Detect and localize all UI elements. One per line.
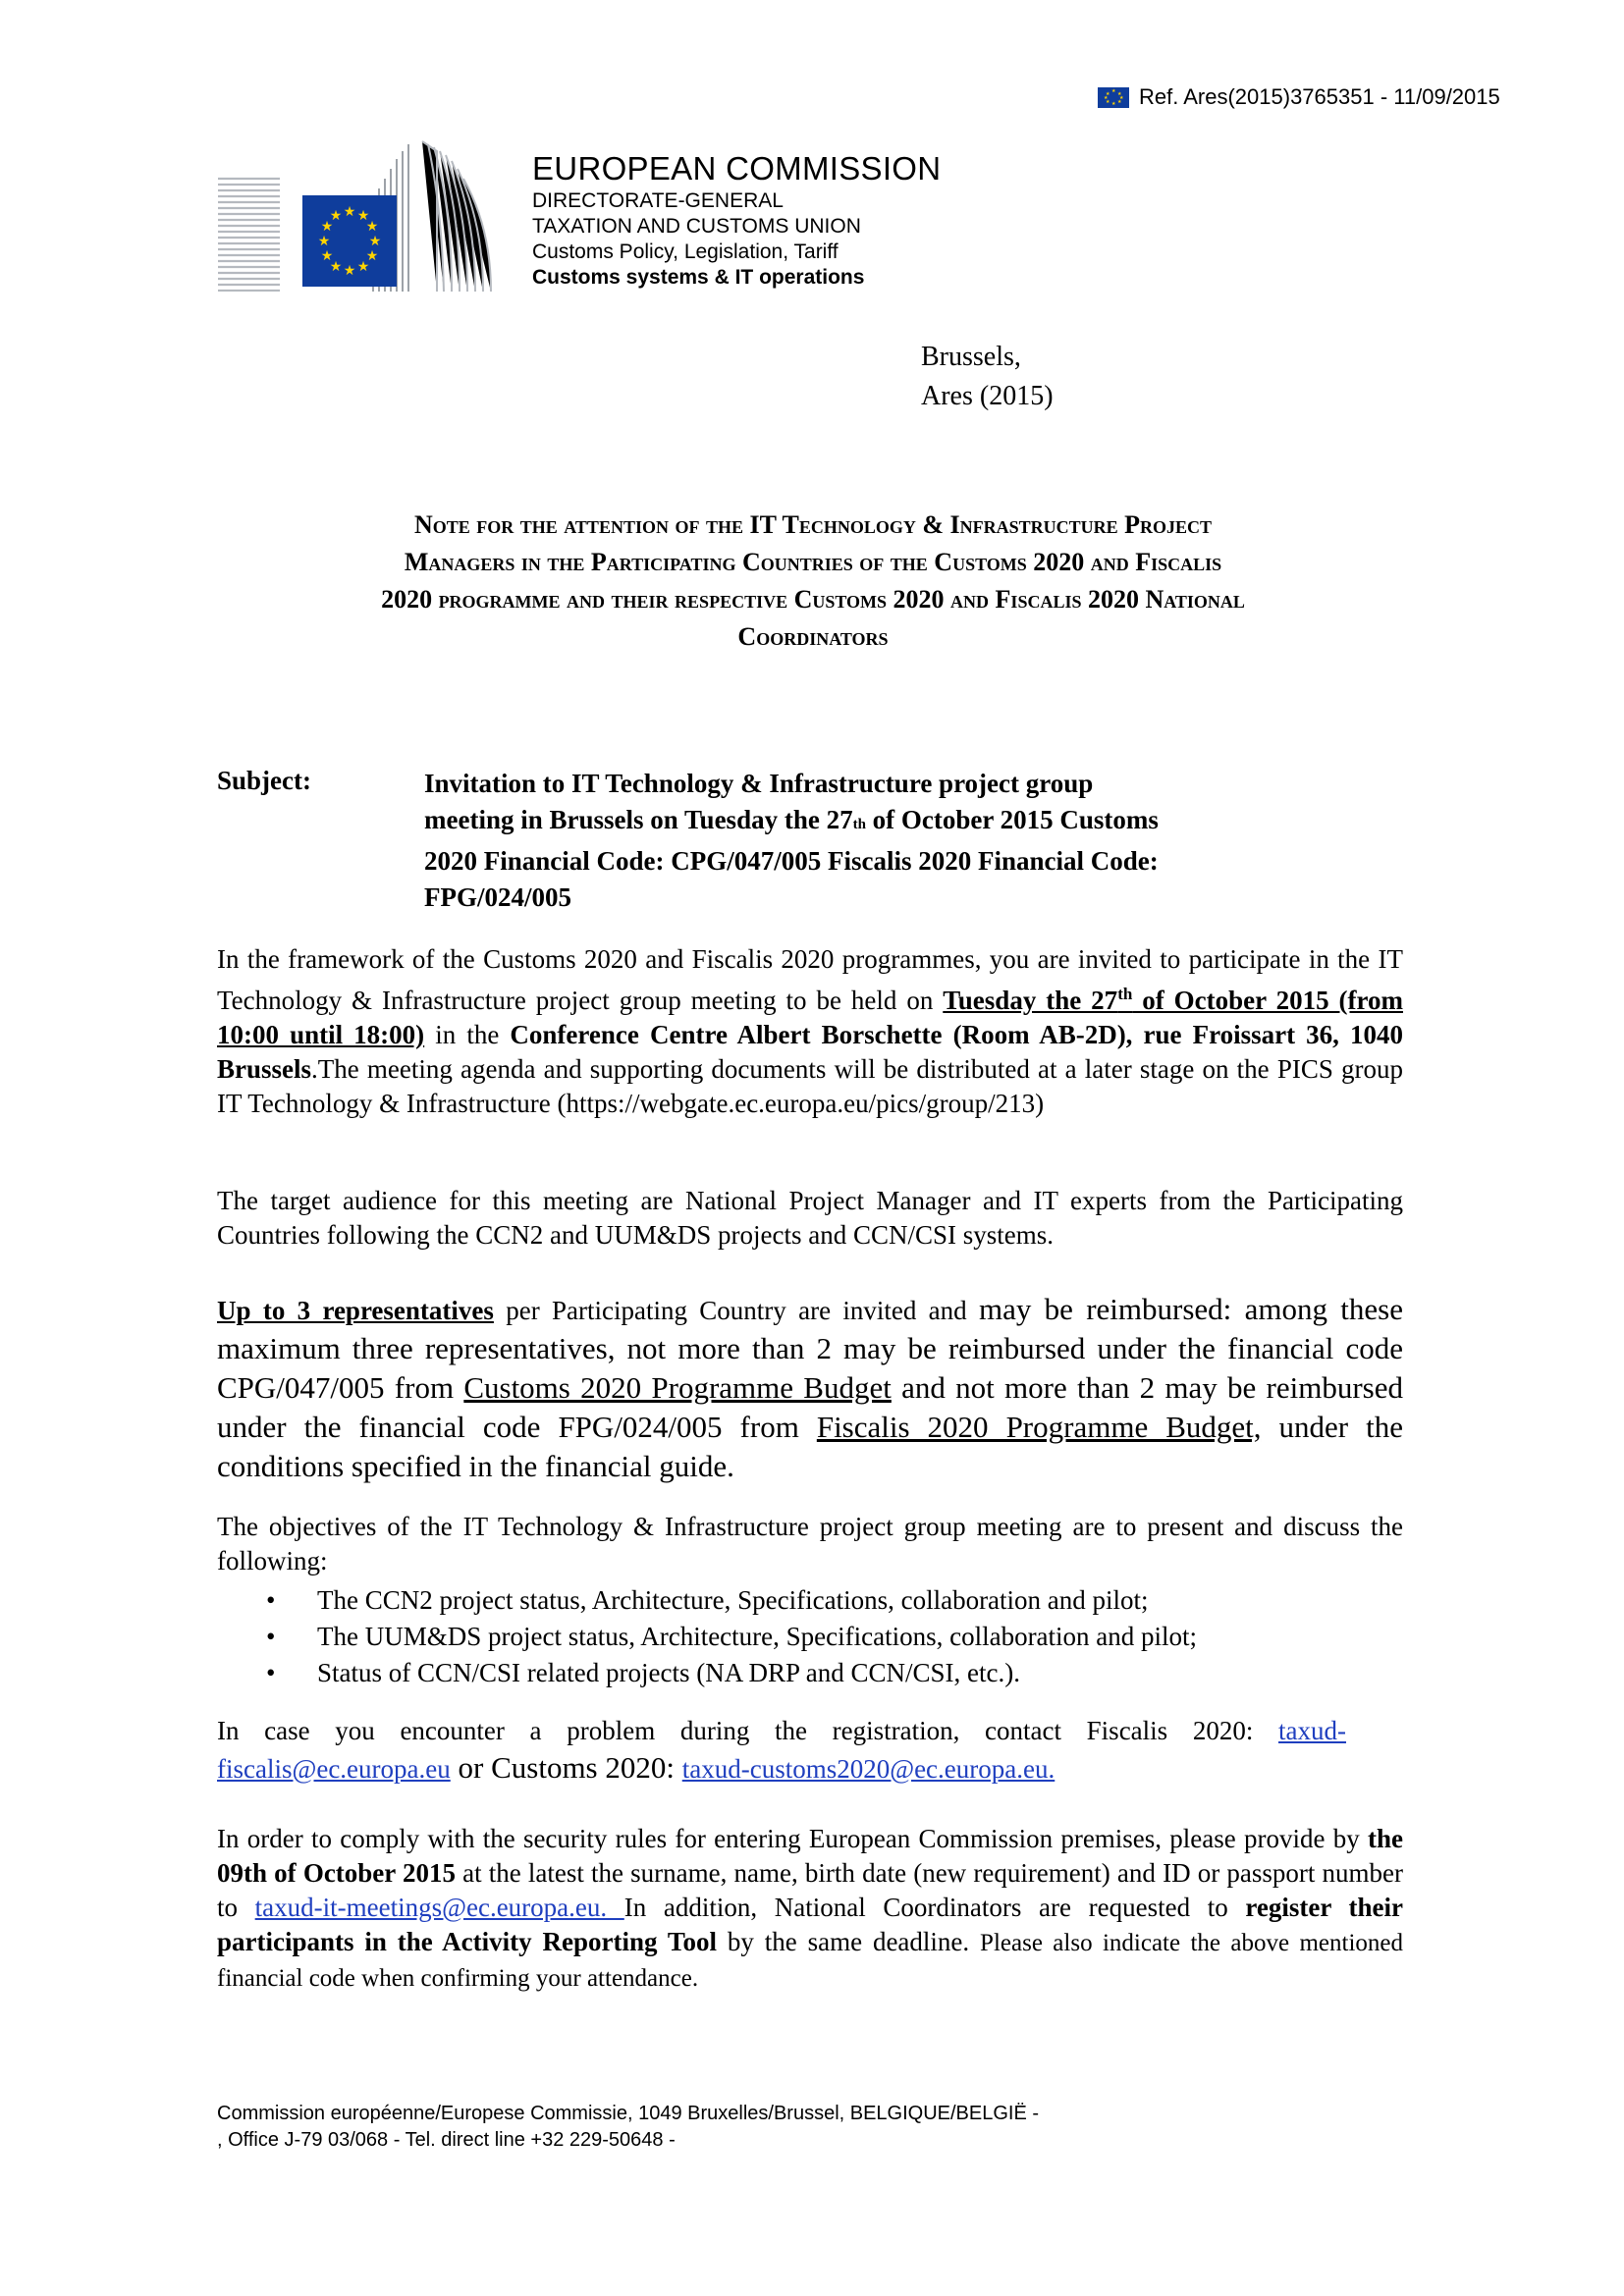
- customs-email-link[interactable]: taxud-customs2020@ec.europa.eu.: [681, 1754, 1056, 1784]
- meeting-date: Tuesday the 27th of October 2015 (from 10:00 until 18:00): [217, 985, 1403, 1049]
- directorate-division: Customs Policy, Legislation, Tariff: [532, 240, 839, 263]
- bullet-icon: •: [266, 1622, 276, 1651]
- svg-text:★: ★: [317, 234, 331, 249]
- list-item: • Status of CCN/CSI related projects (NA DRP and CCN/CSI, etc.).: [266, 1655, 1197, 1691]
- bullet-icon: •: [266, 1585, 276, 1615]
- svg-text:★: ★: [365, 219, 379, 235]
- objectives-list: [266, 1582, 1197, 1691]
- note-title-line: 2020 programme and their respective Customs 2020 and Fiscalis 2020 National: [381, 585, 1245, 614]
- reference-text: Ref. Ares(2015)3765351 - 11/09/2015: [1139, 84, 1500, 109]
- footer-line: , Office J-79 03/068 - Tel. direct line +32 229-50648 -: [217, 2129, 676, 2151]
- note-title-line: Note for the attention of the IT Technology & Infrastructure Project: [413, 510, 1213, 539]
- subject-line: meeting in Brussels on Tuesday the 27th of October 2015 Customs: [424, 805, 1159, 834]
- svg-text:★: ★: [343, 204, 356, 220]
- unit-name: Customs systems & IT operations: [532, 266, 865, 289]
- place-and-date: [921, 338, 1054, 416]
- paragraph-objectives: The objectives of the IT Technology & Infrastructure project group meeting are to present and discuss the following:: [217, 1512, 1403, 1575]
- note-title-line: Coordinators: [737, 622, 889, 651]
- paragraph-reimbursement: Up to 3 representatives per Participating Country are invited and may be reimbursed: among these maximum three representatives, not more than 2 may be reimbursed under the financial code CPG/047/005 from Customs 2020 Programme Budget and not more than 2 may be reimbursed under the financial code FPG/024/005 from Fiscalis 2020 Programme Budget, under the conditions specified in the financial guide.: [217, 1292, 1403, 1483]
- paragraph-invitation: In the framework of the Customs 2020 and Fiscalis 2020 programmes, you are invited to participate in the IT Technology & Infrastructure project group meeting to be held on Tuesday the 27th of October 2015 (from 10:00 until 18:00) in the Conference Centre Albert Borschette (Room AB-2D), rue Froissart 36, 1040 Brussels.The meeting agenda and supporting documents will be distributed at a later stage on the PICS group IT Technology & Infrastructure (https://webgate.ec.europa.eu/pics/group/213): [217, 944, 1403, 1118]
- subject-line: 2020 Financial Code: CPG/047/005 Fiscalis 2020 Financial Code:: [424, 846, 1159, 876]
- note-title: [224, 507, 1402, 656]
- svg-text:★: ★: [368, 234, 382, 249]
- fiscalis-budget: Fiscalis 2020 Programme Budget,: [816, 1410, 1262, 1444]
- svg-text:★: ★: [343, 263, 356, 279]
- customs-budget: Customs 2020 Programme Budget: [463, 1370, 892, 1405]
- deadline: the 09th of October 2015: [217, 1824, 1403, 1888]
- subject-text: [424, 766, 1288, 916]
- registration-instruction: register their participants in the Activity Reporting Tool: [217, 1893, 1403, 1956]
- subject-label: Subject:: [217, 766, 311, 795]
- ares-reference: Ares (2015): [921, 381, 1054, 411]
- representatives-limit: Up to 3 representatives: [217, 1296, 494, 1325]
- svg-text:★: ★: [356, 259, 370, 275]
- svg-text:★: ★: [329, 208, 343, 224]
- paragraph-audience: The target audience for this meeting are National Project Manager and IT experts from the Participating Countries following the CCN2 and UUM&DS projects and CCN/CSI systems.: [217, 1186, 1403, 1250]
- footer-address: [217, 2101, 1039, 2154]
- paragraph-security: In order to comply with the security rules for entering European Commission premises, please provide by the 09th of October 2015 at the latest the surname, name, birth date (new requirement) and ID or passport number to taxud-it-meetings@ec.europa.eu. In addition, National Coordinators are requested to register their participants in the Activity Reporting Tool by the same deadline. Please also indicate the above mentioned financial code when confirming your attendance.: [217, 1824, 1403, 1992]
- eu-flag-icon: ★ ★ ★ ★ ★ ★ ★ ★: [1098, 87, 1129, 108]
- document-reference: [1098, 84, 1500, 110]
- directorate-name: TAXATION AND CUSTOMS UNION: [532, 215, 861, 238]
- place-city: Brussels,: [921, 342, 1021, 372]
- it-meetings-email-link[interactable]: taxud-it-meetings@ec.europa.eu.: [254, 1893, 624, 1922]
- directorate-line: DIRECTORATE-GENERAL: [532, 189, 784, 212]
- footer-line: Commission européenne/Europese Commissie, 1049 Bruxelles/Brussel, BELGIQUE/BELGIË -: [217, 2103, 1040, 2124]
- letterhead: [532, 149, 941, 291]
- list-item: • The UUM&DS project status, Architecture, Specifications, collaboration and pilot;: [266, 1619, 1197, 1655]
- bullet-icon: •: [266, 1658, 276, 1687]
- subject-line: FPG/024/005: [424, 882, 571, 912]
- svg-text:★: ★: [329, 259, 343, 275]
- svg-text:★: ★: [320, 219, 334, 235]
- subject-line: Invitation to IT Technology & Infrastructure project group: [424, 769, 1094, 798]
- meeting-venue: Conference Centre Albert Borschette (Room AB-2D), rue Froissart 36, 1040 Brussels: [217, 1020, 1403, 1084]
- european-commission-logo: [216, 139, 511, 292]
- fiscalis-email-link[interactable]: taxud-fiscalis@ec.europa.eu: [217, 1716, 1346, 1784]
- svg-text:★: ★: [320, 248, 334, 264]
- organization-name: EUROPEAN COMMISSION: [532, 150, 942, 187]
- note-title-line: Managers in the Participating Countries of the Customs 2020 and Fiscalis: [404, 548, 1222, 576]
- svg-text:★: ★: [356, 208, 370, 224]
- list-item: • The CCN2 project status, Architecture, Specifications, collaboration and pilot;: [266, 1582, 1197, 1619]
- svg-text:★: ★: [365, 248, 379, 264]
- paragraph-contact: In case you encounter a problem during the registration, contact Fiscalis 2020: taxud-fiscalis@ec.europa.eu or Customs 2020: taxud-customs2020@ec.europa.eu.: [217, 1716, 1346, 1785]
